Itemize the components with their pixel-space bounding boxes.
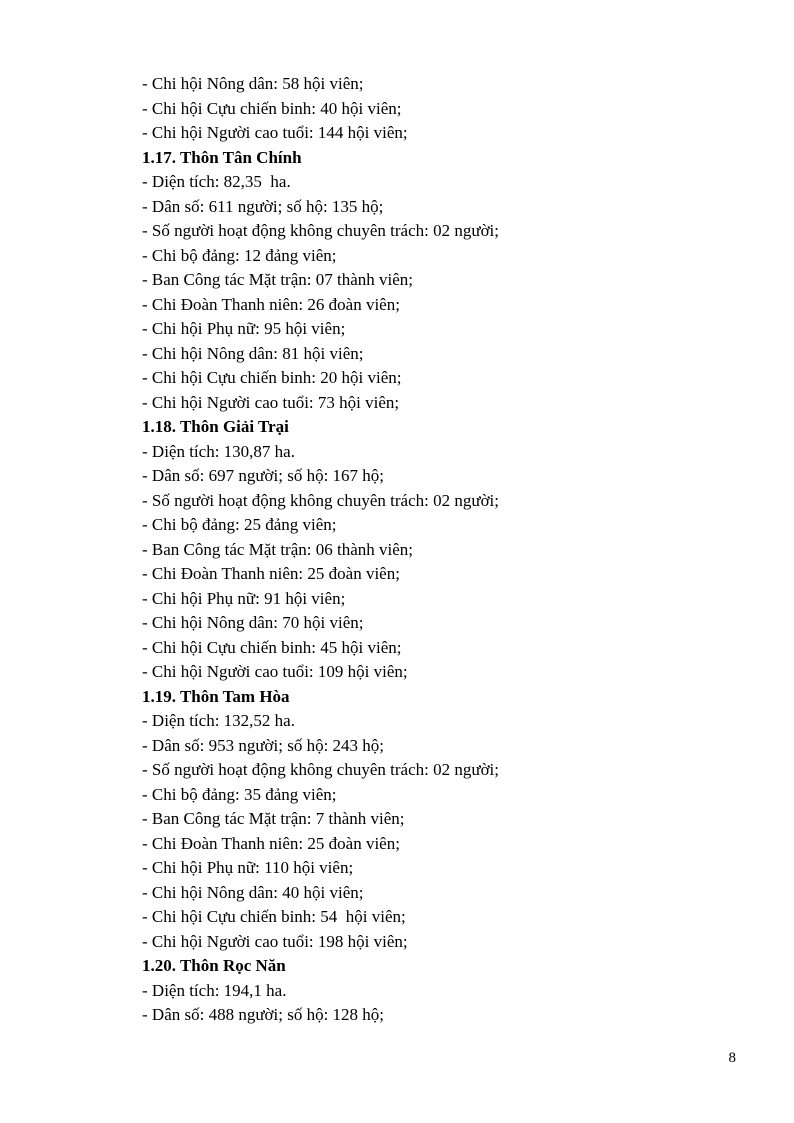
list-item: - Ban Công tác Mặt trận: 7 thành viên; [142,809,405,828]
list-item: - Chi hội Cựu chiến binh: 45 hội viên; [142,637,402,657]
section-heading: 1.19. Thôn Tam Hòa [142,686,290,706]
list-item: - Diện tích: 82,35 ha. [142,172,291,191]
list-item: - Chi hội Phụ nữ: 91 hội viên; [142,588,346,608]
list-item: - Chi hội Cựu chiến binh: 54 hội viên; [142,907,406,926]
list-item: - Số người hoạt động không chuyên trách: 02 người; [142,490,499,510]
section-heading: 1.20. Thôn Rọc Năn [142,956,286,975]
list-item: - Chi hội Người cao tuổi: 144 hội viên; [142,123,408,142]
page-number: 8 [728,1050,736,1066]
list-item: - Chi hội Nông dân: 70 hội viên; [142,613,364,632]
list-item: - Chi hội Nông dân: 81 hội viên; [142,343,364,363]
list-item: - Chi hội Phụ nữ: 95 hội viên; [142,319,346,338]
list-item: - Chi bộ đảng: 35 đảng viên; [142,784,337,804]
list-item: - Dân số: 953 người; số hộ: 243 hộ; [142,735,385,755]
list-item: - Chi hội Cựu chiến binh: 40 hội viên; [142,98,402,118]
list-item: - Ban Công tác Mặt trận: 07 thành viên; [142,270,413,289]
list-item: - Chi hội Người cao tuổi: 198 hội viên; [142,931,408,951]
list-item: - Diện tích: 194,1 ha. [142,980,287,1000]
section-heading: 1.17. Thôn Tân Chính [142,147,302,167]
document-body [142,72,742,1028]
list-item: - Chi hội Nông dân: 40 hội viên; [142,882,364,902]
section-heading: 1.18. Thôn Giải Trại [142,417,289,436]
list-item: - Chi hội Phụ nữ: 110 hội viên; [142,858,354,877]
list-item: - Chi Đoàn Thanh niên: 25 đoàn viên; [142,564,400,583]
list-item: - Diện tích: 130,87 ha. [142,441,295,461]
list-item: - Chi hội Nông dân: 58 hội viên; [142,74,364,93]
list-item: - Ban Công tác Mặt trận: 06 thành viên; [142,539,413,559]
list-item: - Chi hội Người cao tuổi: 109 hội viên; [142,662,408,681]
list-item: - Chi hội Người cao tuổi: 73 hội viên; [142,392,400,412]
list-item: - Dân số: 611 người; số hộ: 135 hộ; [142,196,384,216]
list-item: - Chi Đoàn Thanh niên: 26 đoàn viên; [142,294,400,314]
list-item: - Chi bộ đảng: 25 đảng viên; [142,515,337,534]
list-item: - Dân số: 488 người; số hộ: 128 hộ; [142,1005,385,1024]
list-item: - Chi bộ đảng: 12 đảng viên; [142,245,337,265]
list-item: - Diện tích: 132,52 ha. [142,711,295,730]
list-item: - Chi Đoàn Thanh niên: 25 đoàn viên; [142,833,400,853]
list-item: - Chi hội Cựu chiến binh: 20 hội viên; [142,368,402,387]
list-item: - Số người hoạt động không chuyên trách: 02 người; [142,221,499,240]
list-item: - Số người hoạt động không chuyên trách: 02 người; [142,760,499,779]
list-item: - Dân số: 697 người; số hộ: 167 hộ; [142,466,385,485]
